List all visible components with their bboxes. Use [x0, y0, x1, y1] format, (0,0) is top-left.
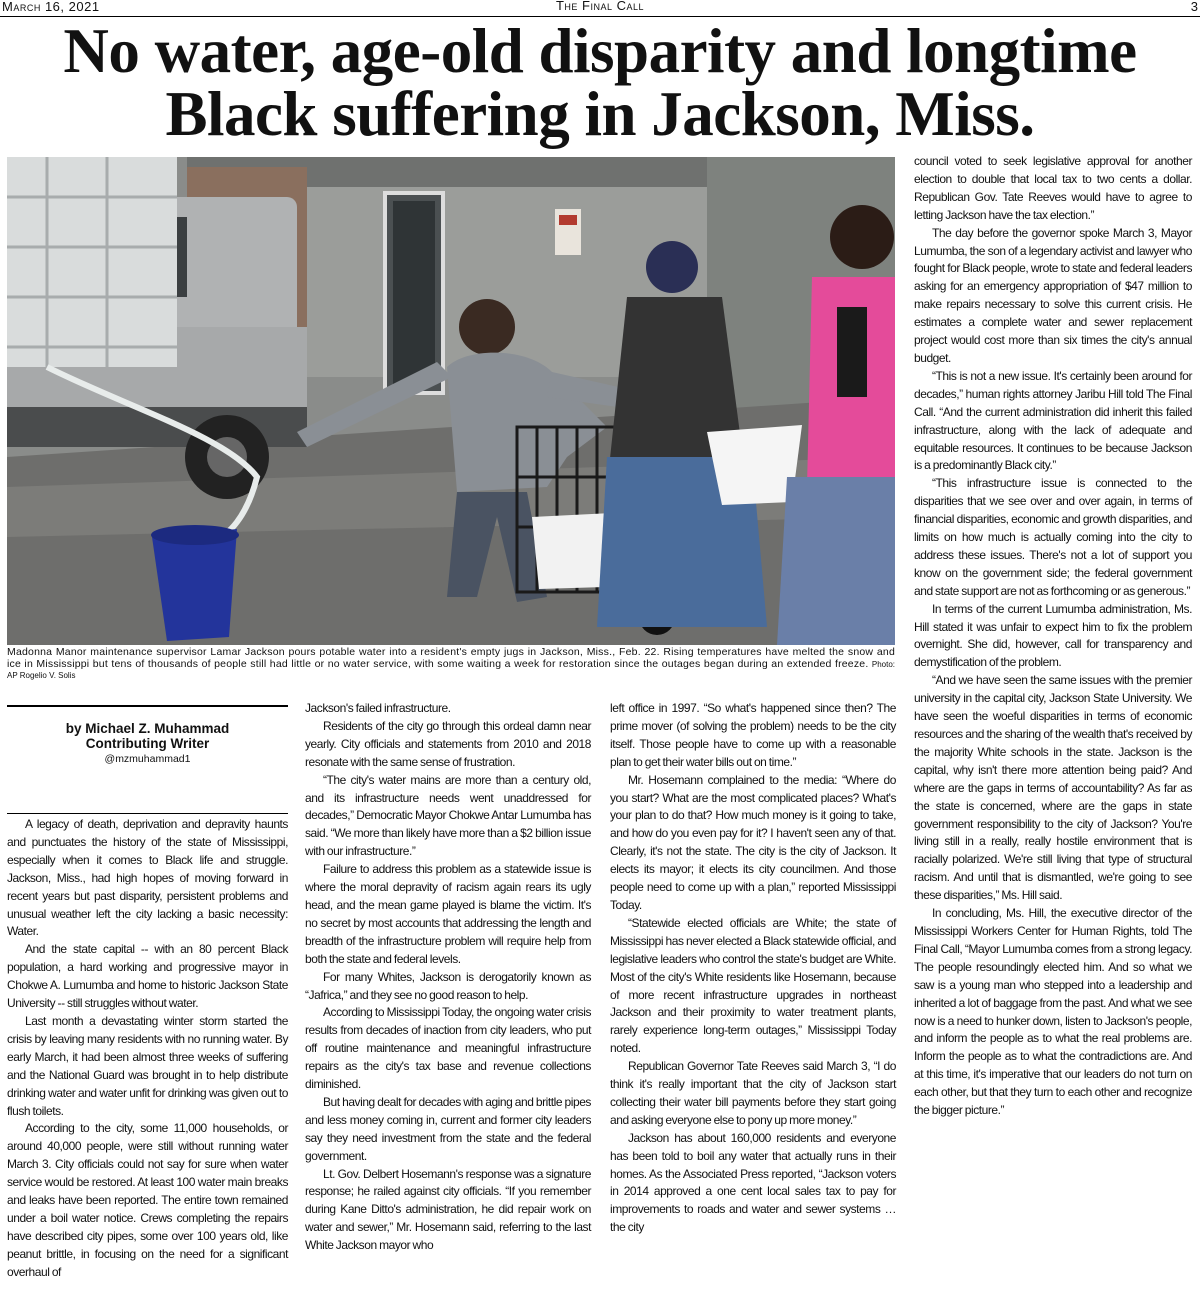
paragraph: “And we have seen the same issues with the premier university in the capital city, Jackson State University. We have seen the woeful disparities in terms of economic resources and the sharing of the wealth that's received by the majority White schools in the state. Jackson is the capital, why isn't there more attention being paid? And where are the gaps in terms of accountability? As far as the state is concerned, where are the gaps in state government responsibility to the city of Jackson? You're living still in a really, really hostile environment that is racially polarized. We're still living that type of structural racism. And until that is dismantled, we're going to see these disparities,” Ms. Hill said. — [914, 673, 1192, 903]
paragraph: Last month a devastating winter storm started the crisis by leaving many residents with no running water. By early March, it had been almost three weeks of suffering and the National Guard was brought in to help distribute drinking water and water unfit for drinking was given out to flush toilets. — [7, 1013, 288, 1118]
paragraph: And the state capital -- with an 80 percent Black population, a hard working and progressive mayor in Chokwe A. Lumumba and home to historic Jackson State University -- still struggles without water. — [7, 942, 288, 1011]
byline-box — [7, 705, 288, 814]
paragraph: According to the city, some 11,000 households, or around 40,000 people, were still without running water March 3. City officials could not say for sure when water service would be restored. At least 100 water main breaks and leaks have been reported. The entire town remained under a boil water notice. Crews completing the repairs have described city pipes, some over 100 years old, like peanut brittle, in focusing on the need for a significant overhaul of — [7, 1121, 288, 1279]
headline — [0, 16, 1200, 149]
article-column-4 — [914, 153, 1192, 1120]
photo-credit: Photo: AP Rogelio V. Solis — [7, 659, 896, 680]
paragraph: Residents of the city go through this ordeal damn near yearly. City officials and statements from 2010 and 2018 resonate with the same sense of frustration. — [305, 718, 591, 769]
photo-caption — [7, 647, 895, 682]
headline-line-1: No water, age-old disparity and longtime — [63, 16, 1137, 86]
folio-bar — [0, 0, 1200, 17]
headline-line-2: Black suffering in Jackson, Miss. — [165, 79, 1035, 149]
paragraph: “Statewide elected officials are White; the state of Mississippi has never elected a Black statewide official, and legislative leaders who control the state's budget are White. Most of the city's White residents like Hosemann, because of more recent infrastructure upgrades in northeast Jackson and their proximity to water treatment plants, rarely experience long-term outages,” Mississippi Today noted. — [610, 915, 896, 1056]
author-role: Contributing Writer — [85, 736, 210, 751]
paragraph: “The city's water mains are more than a century old, and its infrastructure needs went unaddressed for decades,” Democratic Mayor Chokwe Antar Lumumba has said. “We more than likely have more than a $2 billion issue with our infrastructure.” — [305, 772, 591, 859]
paragraph: “This infrastructure issue is connected to the disparities that we see over and over again, in terms of financial disparities, economic and growth disparities, and limits on how much is actually coming into the city to address these issues. There's not a lot of support you know on the government side; the federal government and state support are not as forthcoming or as generous.” — [914, 476, 1192, 598]
paragraph: council voted to seek legislative approval for another election to double that local tax to two cents a dollar. Republican Gov. Tate Reeves would have to agree to letting Jackson have the tax election.” — [914, 154, 1192, 222]
article-column-1 — [7, 816, 288, 1282]
paragraph: Republican Governor Tate Reeves said March 3, “I do think it's really important that the city of Jackson start collecting their water bill payments before they start going and asking everyone else to pony up more money.” — [610, 1059, 896, 1127]
issue-date: March 16, 2021 — [2, 0, 100, 14]
publication-name: The Final Call — [555, 0, 645, 13]
article-column-2 — [305, 700, 591, 1255]
paragraph: Failure to address this problem as a statewide issue is where the moral depravity of racism again rears its ugly head, and the mean game played is blame the victim. It's no secret by most accounts that addressing the length and breadth of the infrastructure problem will require help from both the state and federal levels. — [305, 862, 591, 966]
paragraph: But having dealt for decades with aging and brittle pipes and less money coming in, current and former city leaders say they need investment from the state and the federal government. — [305, 1094, 591, 1163]
article-column-3 — [610, 700, 896, 1237]
paragraph: Jackson's failed infrastructure. — [305, 701, 451, 715]
paragraph: The day before the governor spoke March 3, Mayor Lumumba, the son of a legendary activist and lawyer who fought for Black people, wrote to state and federal leaders asking for an emergency appropriation of $47 million to make repairs necessary to solve this current crisis. He estimates a complete water and sewer replacement project would cost more than six times the city's annual budget. — [914, 225, 1192, 365]
author-handle: @mzmuhammad1 — [104, 753, 191, 765]
paragraph: For many Whites, Jackson is derogatorily known as “Jafrica,” and they see no good reason to help. — [305, 969, 591, 1002]
author-name: by Michael Z. Muhammad — [65, 721, 230, 736]
photo-icon — [7, 157, 895, 645]
paragraph: Mr. Hosemann complained to the media: “Where do you start? What are the most complicated places? What's your plan to do that? How much money is it going to take, and how do you even pay for it? I haven't seen any of that. Clearly, it's not the state. The city is the city of Jackson. It elects its mayor; it elects its city councilmen. And those people need to come up with a plan,” reported Mississippi Today. — [610, 772, 896, 912]
page-number: 3 — [1190, 0, 1198, 14]
paragraph: Lt. Gov. Delbert Hosemann's response was a signature response; he railed against city officials. “If you remember during Kane Ditto's administration, he did repair work on water and sewer,” Mr. Hosemann said, referring to the last White Jackson mayor who — [305, 1166, 591, 1253]
paragraph: In concluding, Ms. Hill, the executive director of the Mississippi Workers Center for Human Rights, told The Final Call, “Mayor Lumumba comes from a strong legacy. The people resoundingly elected him. And so what we saw is a young man who stepped into a leadership and inherited a lot of baggage from the past. And what we see now is a need to hunker down, listen to Jackson's people, and inform the people as to what the real problems are. Inform the people as to what the contradictions are. And at this time, it's imperative that our leaders do not turn on each other, but that they turn to each other and recognize the bigger picture.” — [914, 906, 1192, 1118]
paragraph: According to Mississippi Today, the ongoing water crisis results from decades of inaction from city leaders, who put off routine maintenance and meaningful infrastructure repairs as the city's tax base and revenue collections diminished. — [305, 1005, 591, 1092]
paragraph: Jackson has about 160,000 residents and everyone has been told to boil any water that actually runs in their homes. As the Associated Press reported, “Jackson voters in 2014 approved a one cent local sales tax to pay for improvements to roads and water and sewer systems … the city — [610, 1130, 896, 1235]
paragraph: A legacy of death, deprivation and depravity haunts and punctuates the history of the state of Mississippi, especially when it comes to Black life and struggle. Jackson, Miss., had high hopes of moving forward in recent years but past disparity, persistent problems and unusual weather left the city lacking a basic necessity: Water. — [7, 817, 288, 939]
news-photo — [7, 157, 895, 645]
caption-text: Madonna Manor maintenance supervisor Lamar Jackson pours potable water into a resident's empty jugs in Jackson, Miss., Feb. 22. Rising temperatures have melted the snow and ice in Mississippi but tens of thousands of people still had little or no water service, with some waiting a week for restoration since the outages began during an extended freeze. — [7, 646, 895, 670]
paragraph: “This is not a new issue. It's certainly been around for decades,” human rights attorney Jaribu Hill told The Final Call. “And the current administration did inherit this failed infrastructure, along with the lack of adequate and equitable resources. It continues to be because Jackson is a predominantly Black city.” — [914, 368, 1192, 473]
paragraph: left office in 1997. “So what's happened since then? The prime mover (of solving the problem) needs to be the city itself. Those people have to come up with a reasonable plan to get their water bills out on time.” — [610, 701, 896, 769]
paragraph: In terms of the current Lumumba administration, Ms. Hill stated it was unfair to expect him to fix the problem overnight. She did, however, call for transparency and demystification of the problem. — [914, 601, 1192, 670]
